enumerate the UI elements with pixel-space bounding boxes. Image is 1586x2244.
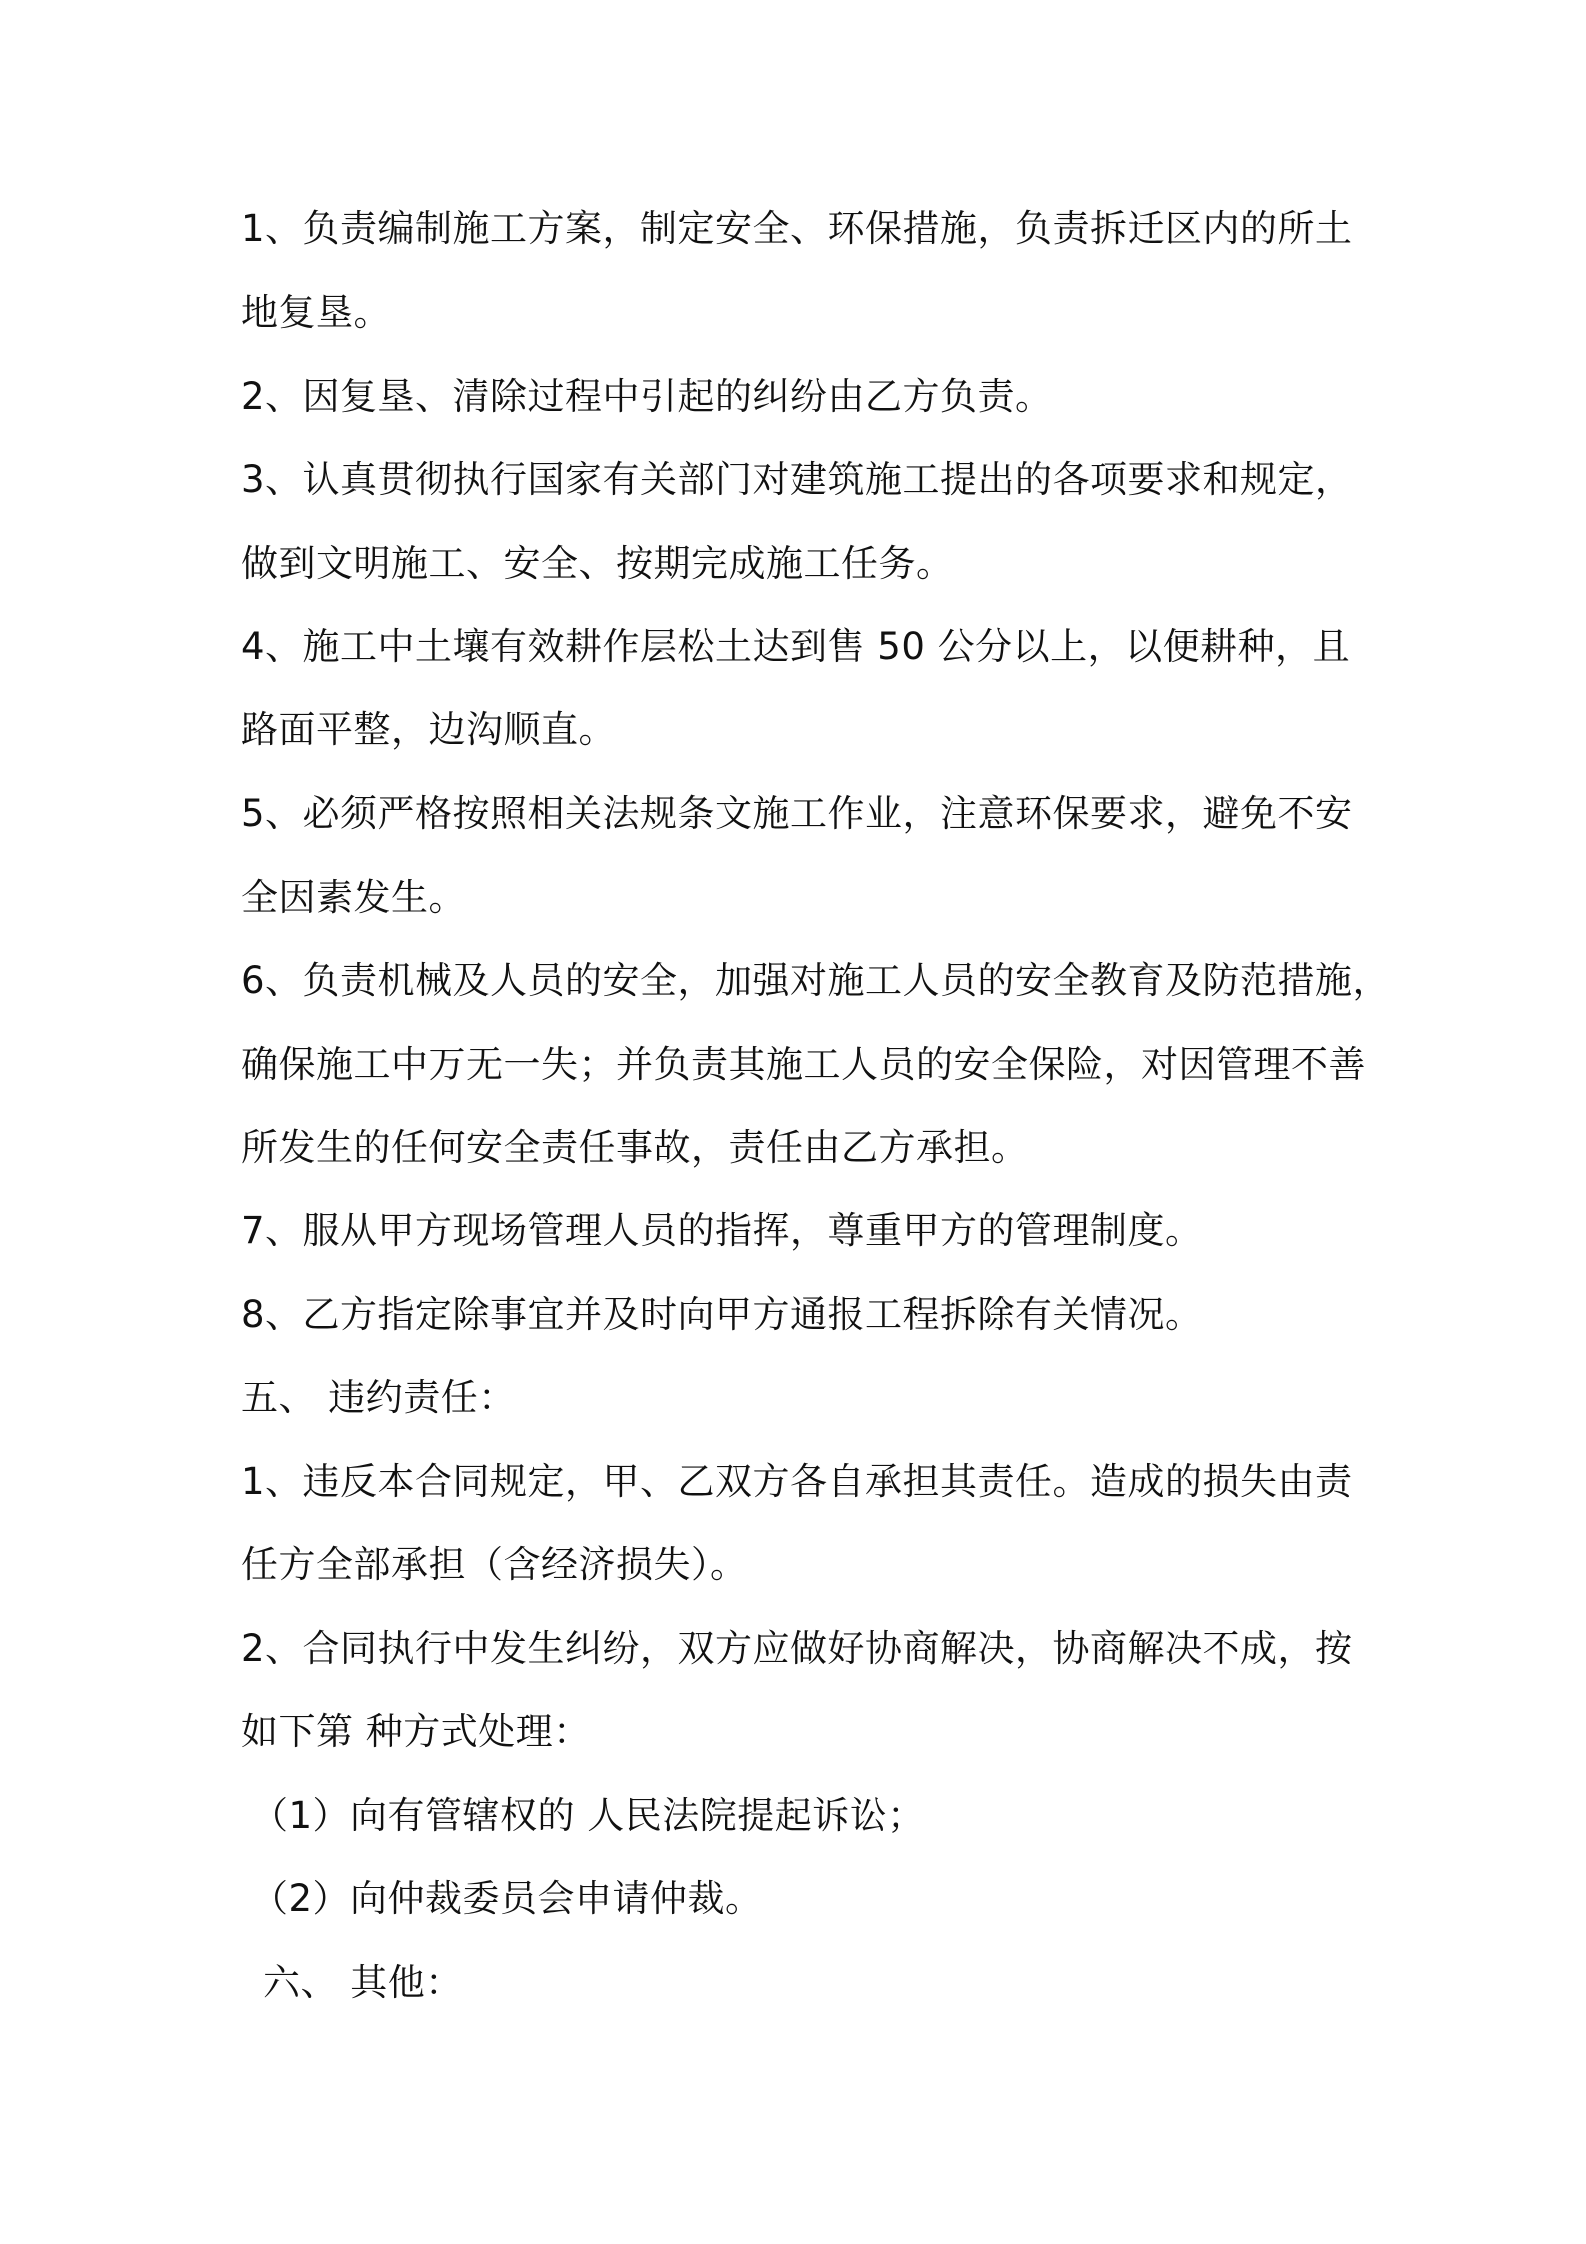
text-line: 3、认真贯彻执行国家有关部门对建筑施工提出的各项要求和规定， [241, 458, 1353, 501]
text-line: 全因素发生。 [241, 876, 466, 919]
text-line: （1）向有管辖权的 人民法院提起诉讼； [251, 1794, 925, 1837]
text-line: 地复垦。 [241, 291, 391, 334]
text-line: 所发生的任何安全责任事故，责任由乙方承担。 [241, 1126, 1029, 1169]
text-line: 做到文明施工、安全、按期完成施工任务。 [241, 542, 954, 585]
text-line: 任方全部承担（含经济损失）。 [241, 1543, 748, 1586]
text-line: （2）向仲裁委员会申请仲裁。 [251, 1877, 763, 1920]
text-line: 6、负责机械及人员的安全，加强对施工人员的安全教育及防范措施， [241, 959, 1391, 1002]
text-line: 1、负责编制施工方案，制定安全、环保措施，负责拆迁区内的所土 [241, 207, 1353, 250]
text-line: 路面平整，边沟顺直。 [241, 708, 616, 751]
text-line: 7、服从甲方现场管理人员的指挥，尊重甲方的管理制度。 [241, 1209, 1203, 1252]
text-line: 4、施工中土壤有效耕作层松土达到售 50 公分以上，以便耕种，且 [241, 625, 1351, 668]
text-line: 2、因复垦、清除过程中引起的纠纷由乙方负责。 [241, 375, 1053, 418]
text-line: 确保施工中万无一失；并负责其施工人员的安全保险，对因管理不善 [241, 1043, 1366, 1086]
text-line: 1、违反本合同规定，甲、乙双方各自承担其责任。造成的损失由责 [241, 1460, 1353, 1503]
text-line: 如下第 种方式处理： [241, 1710, 591, 1753]
text-line: 5、必须严格按照相关法规条文施工作业，注意环保要求，避免不安 [241, 792, 1353, 835]
text-line: 2、合同执行中发生纠纷，双方应做好协商解决，协商解决不成，按 [241, 1627, 1353, 1670]
section-heading: 六、 其他： [263, 1961, 463, 2004]
section-heading: 五、 违约责任： [241, 1376, 516, 1419]
text-line: 8、乙方指定除事宜并及时向甲方通报工程拆除有关情况。 [241, 1293, 1203, 1336]
